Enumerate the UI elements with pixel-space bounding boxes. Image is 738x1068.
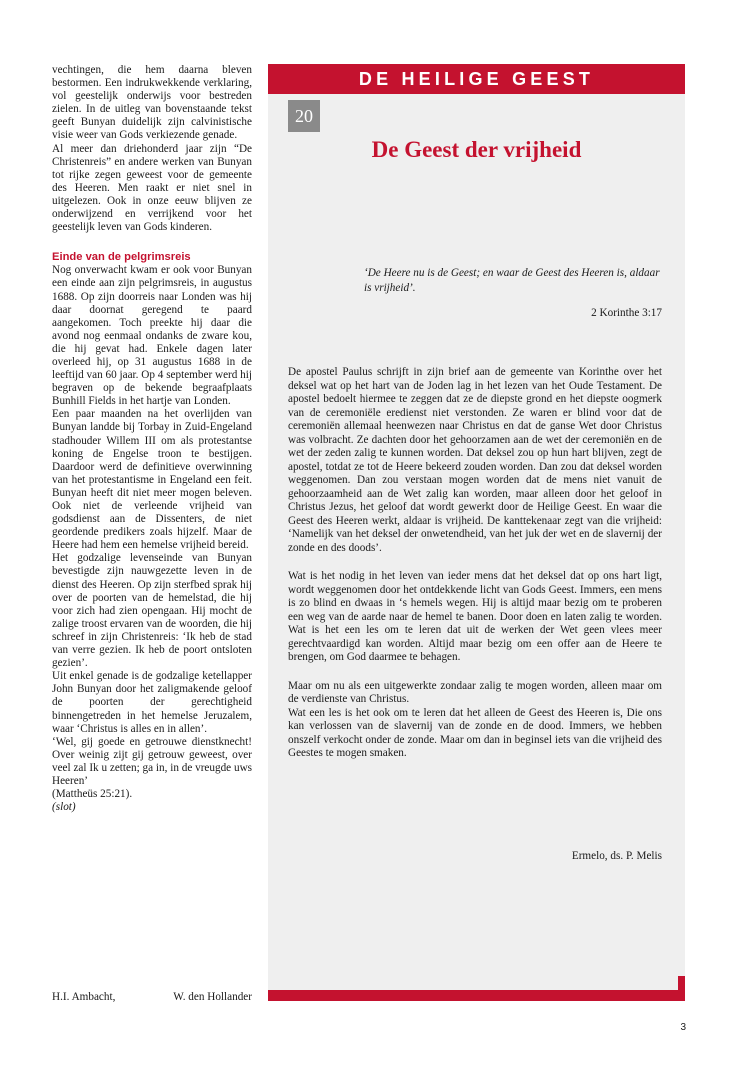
section-paragraph: Een paar maanden na het overlijden van Bunyan landde bij Torbay in Zuid-Engeland stadhouder Willem III om als protestantse koning de Engelse troon te bestijgen. Daardoor werd de definitieve overwinning van het protestantisme in Engeland een feit. Bunyan heeft dit niet meer mogen beleven. Ook niet de verleende vrijheid van godsdienst aan de Dissenters, de niet geordende predikers zoals hijzelf. Maar de Heere had hem een hemelse vrijheid bereid. [52,408,252,552]
article-author: Ermelo, ds. P. Melis [571,850,662,862]
section-paragraph: Het godzalige levenseinde van Bunyan bevestigde zijn nauwgezette leven in de dienst des Heeren. Op zijn sterfbed sprak hij over de poorten van de hemelstad, die hij voor zich had zien opengaan. Hij mocht de zalige troost ervaren van de woorden, die hij schreef in zijn Christenreis: ‘Ik heb de stad van verre gezien. Ik heb de poort ontsloten gezien’. [52,552,252,670]
signature-name: W. den Hollander [173,991,252,1003]
bottom-accent-bar [268,990,685,1001]
page-number: 3 [680,1022,686,1033]
intro-paragraph: Al meer dan driehonderd jaar zijn “De Christenreis” en andere werken van Bunyan tot rijke zegen geweest voor de gemeente des Heeren. Men raakt er niet snel in uitgelezen. Ook in onze eeuw blijven ze onderwijzend en verrijkend voor het geestelijk leven van Gods kinderen. [52,142,252,234]
epigraph-reference: 2 Korinthe 3:17 [591,307,662,319]
article-paragraph: Maar om nu als een uitgewerkte zondaar zalig te mogen worden, alleen maar om de verdienste van Christus. [288,679,662,705]
bible-reference: (Mattheüs 25:21). [52,788,133,801]
signature-place: H.I. Ambacht, [52,991,116,1003]
section-heading: Einde van de pelgrimsreis [52,251,191,264]
section-paragraph: Nog onverwacht kwam er ook voor Bunyan een einde aan zijn pelgrimsreis, in augustus 1688. Op zijn doorreis naar Londen was hij daar doornat geregend te paard aangekomen. Toch preekte hij daar die avond nog eenmaal ondanks de zware kou, die hij gevat had. Enkele dagen later overleed hij, op 31 augustus 1688 in de leeftijd van 60 jaar. Op 4 september werd hij begraven op de bekende begraafplaats Bunhill Fields in het hartje van Londen. [52,264,252,408]
epigraph-quote: ‘De Heere nu is de Geest; en waar de Geest des Heeren is, aldaar is vrijheid’. [364,267,660,294]
article-title: De Geest der vrijheid [371,137,582,162]
article-paragraph: Wat een les is het ook om te leren dat het alleen de Geest des Heeren is, Die ons kan verlossen van de slavernij van de zonde en de dood. Immers, we hebben onszelf verkocht onder de zonde. Maar om dan in beginsel iets van die vrijheid des Geestes te mogen smaken. [288,706,662,759]
article-paragraph: Wat is het nodig in het leven van ieder mens dat het deksel dat op ons hart ligt, wordt weggenomen door het ontdekkende licht van Gods Geest. Immers, een mens is zo blind en dwaas in ‘s hemels wegen. Hij is altijd maar bezig om te proberen een weg van de aarde naar de hemel te banen. Door doen en laten zalig te worden. Wat is het een les om te leren dat uit de werken der Wet geen vlees meer gerechtvaardigd kan worden. Altijd maar bezig om een offer aan de Heere te brengen, om God daarmee te behagen. [288,570,662,663]
closing-note: (slot) [52,801,76,814]
bible-quote-paragraph: ‘Wel, gij goede en getrouwe dienstknecht! Over weinig zijt gij getrouw geweest, over veel zal Ik u zetten; ga in, in de vreugde uws Heeren’ [52,735,252,787]
article-body [288,366,662,761]
intro-paragraph: vechtingen, die hem daarna bleven bestormen. Een indrukwekkende verklaring, vol geestelijk onderwijs voor bestreden zielen. In de uitleg van bovenstaande tekst geeft Bunyan duidelijk zijn calvinistische visie weer van Gods verkiezende genade. [52,64,252,142]
section-paragraph: Uit enkel genade is de godzalige ketellapper John Bunyan door het zaligmakende geloof de poorten der gerechtigheid binnengetreden in het hemelse Jeruzalem, waar ‘Christus is alles en in allen’. [52,670,252,735]
article-paragraph: De apostel Paulus schrijft in zijn brief aan de gemeente van Korinthe over het deksel wat op het hart van de Joden lag in het lezen van het Oude Testament. De apostel bedoelt hiermee te zeggen dat ze de diepste grond en het diepste oogmerk van de ceremoniële eredienst niet verstonden. Ze waren er blind voor dat de ceremoniën allemaal heenwezen naar Christus en dat de ganse Wet door Christus was volbracht. Ze dachten door het gehoorzamen aan de wet der ceremoniën en de wet der zeden zalig te kunnen worden. Dat deksel zou op hun hart blijven, zegt de apostel, totdat ze tot de Heere bekeerd zouden worden. Dan zou dat deksel worden weggenomen. Dan zou verstaan mogen worden dat de mens niet vanuit de gehoorzaamheid aan de Wet zalig kan worden, maar alleen door het geloof in Christus Jezus, het geloof dat wordt gewerkt door de Heilige Geest. En waar die Geest des Heeren werkt, aldaar is vrijheid. De kanttekenaar zegt van die vrijheid: ‘Namelijk van het deksel der onwetendheid, van het juk der wet en de slavernij der zonde en des doods’. [288,366,662,554]
series-title: DE HEILIGE GEEST [358,69,595,89]
article-number-badge: 20 [288,100,320,132]
corner-accent-bar [678,976,685,1001]
left-column [52,64,252,814]
